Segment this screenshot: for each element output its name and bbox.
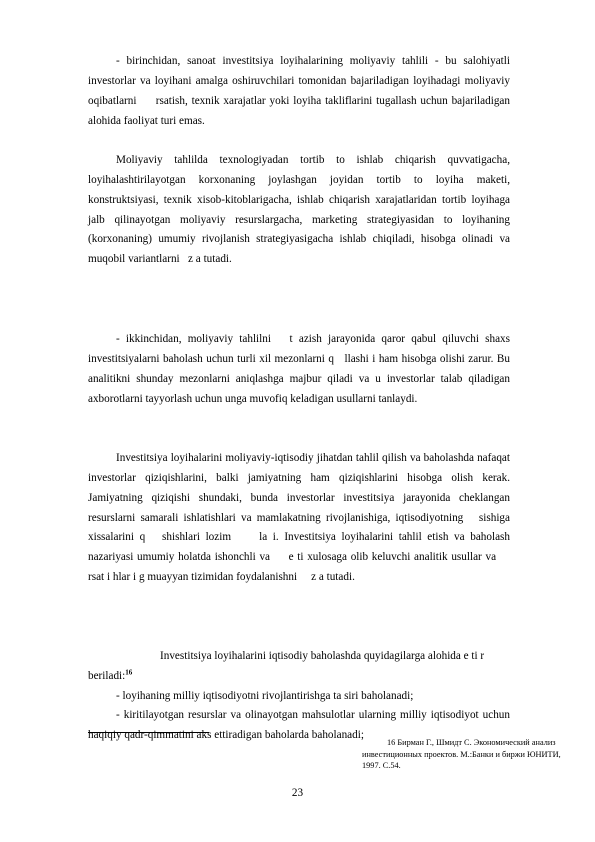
paragraph-7: - kiritilayotgan resurslar va olinayotgan mahsulotlar ularning milliy iqtisodiyot uchun haqiqiy qadr-qimmatini aks ettiradigan baholarda baholanadi; — [88, 709, 510, 741]
paragraph-3: - ikkinchidan, moliyaviy tahlilni t azish jarayonida qaror qabul qiluvchi shaxs investitsiyalarni baholash uchun turli xil mezonlarni q llashi i ham hisobga olishi zarur. Bu analitikni shunday mezonlarni aniqlashga majbur qiladi va u investorlar talab qiladigan axborotlarni tayyorlash uchun unga muvofiq keladigan usullarni tanlaydi. — [88, 333, 510, 405]
paragraph-6: - loyihaning milliy iqtisodiyotni rivojlantirishga ta siri baholanadi; — [116, 690, 414, 702]
footnote-text: 16 Бирман Г., Шмидт С. Экономический анализ инвестиционных проектов. М.:Банки и биржи ЮНИТИ, 1997. С.54. — [362, 738, 561, 770]
footnote-marker: 16 — [125, 668, 133, 677]
footnote-separator — [88, 732, 209, 733]
paragraph-4: Investitsiya loyihalarini moliyaviy-iqtisodiy jihatdan tahlil qilish va baholashda nafaqat investorlar qiziqishlarini, balki jamiyatning ham qiziqishlarini hisobga olish kerak. Jamiyatning qiziqishi shundaki, bunda investorlar investitsiya jarayonida cheklangan resurslarni samarali ishlatishlari va mamlakatning rivojlanishiga, iqtisodiyotning sishiga xissalarini q shishlari lozim la i. Investitsiya loyihalarini tahlil etish va baholash nazariyasi umumiy holatda ishonchli va e ti xulosaga olib keluvchi analitik usullar va rsat i hlar i g muayyan tizimidan foydalanishni z a tutadi. — [88, 452, 510, 584]
paragraph-2: Moliyaviy tahlilda texnologiyadan tortib to ishlab chiqarish quvvatigacha, loyihalashtirilayotgan korxonaning joylashgan joyidan tortib to loyiha maketi, konstruktsiyasi, texnik xisob-kitoblarigacha, ishlab chiqarish xarajatlaridan tortib loyihaga jalb qilinayotgan moliyaviy resurslargacha, marketing strategiyasidan to loyihaning (korxonaning) umumiy rivojlanish strategiyasigacha ishlab chiqiladi, hisobga olinadi va muqobil variantlarni z a tutadi. — [88, 154, 510, 266]
paragraph-5 — [88, 647, 510, 687]
paragraph-1: - birinchidan, sanoat investitsiya loyihalarining moliyaviy tahlili - bu salohiyatli investorlar va loyihani amalga oshiruvchilari tomonidan bajariladigan loyihadagi moliyaviy oqibatlarni rsatish, texnik xarajatlar yoki loyiha takliflarini tugallash uchun bajariladigan alohida faoliyat turi emas. — [88, 55, 510, 127]
page-number: 23 — [291, 787, 304, 799]
paragraph-5-text: Investitsiya loyihalarini iqtisodiy baholashda quyidagilarga alohida e ti r beriladi: — [88, 650, 485, 682]
